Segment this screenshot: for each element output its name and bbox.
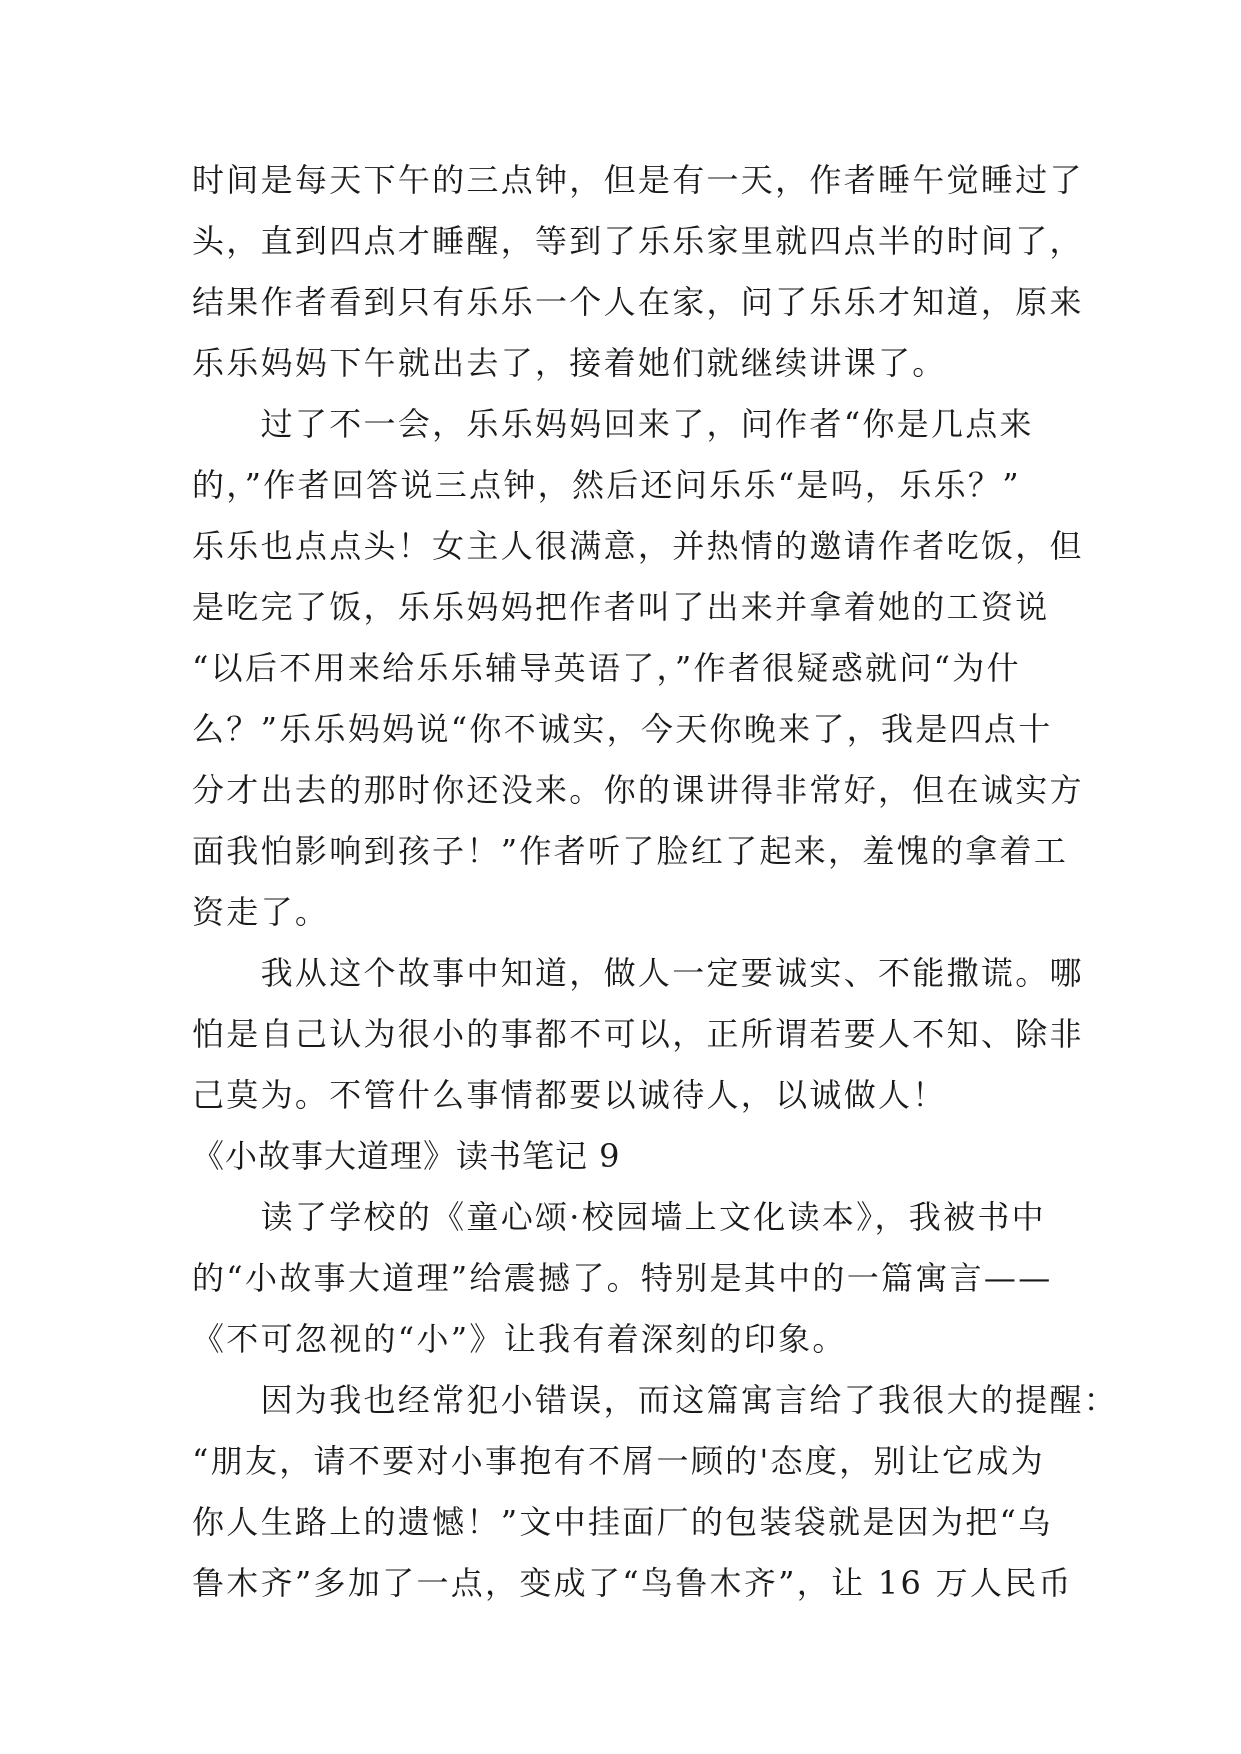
text-line: 分才出去的那时你还没来。你的课讲得非常好，但在诚实方 <box>192 771 1084 809</box>
paragraph-start-line: 因为我也经常犯小错误，而这篇寓言给了我很大的提醒： <box>192 1381 1119 1419</box>
text-line: 资走了。 <box>192 893 330 931</box>
text-line: 结果作者看到只有乐乐一个人在家，问了乐乐才知道，原来 <box>192 283 1084 321</box>
section-heading: 《小故事大道理》读书笔记 9 <box>192 1137 621 1175</box>
text-line: 的，”作者回答说三点钟，然后还问乐乐“是吗，乐乐？” <box>192 466 1021 504</box>
paragraph-start-line: 过了不一会，乐乐妈妈回来了，问作者“你是几点来 <box>192 405 1034 443</box>
text-line: 的“小故事大道理”给震撼了。特别是其中的一篇寓言—— <box>192 1259 1053 1297</box>
text-line: 时间是每天下午的三点钟，但是有一天，作者睡午觉睡过了 <box>192 161 1084 199</box>
text-line: 头，直到四点才睡醒，等到了乐乐家里就四点半的时间了， <box>192 222 1084 260</box>
text-line: 鲁木齐”多加了一点，变成了“鸟鲁木齐”，让 16 万人民币 <box>192 1564 1073 1602</box>
text-line: 么？”乐乐妈妈说“你不诚实，今天你晚来了，我是四点十 <box>192 710 1053 748</box>
text-line: 乐乐妈妈下午就出去了，接着她们就继续讲课了。 <box>192 344 947 382</box>
text-line: 《不可忽视的“小”》让我有着深刻的印象。 <box>192 1320 847 1358</box>
text-line: “朋友，请不要对小事抱有不屑一顾的'态度，别让它成为 <box>192 1442 1045 1480</box>
text-line: 面我怕影响到孩子！”作者听了脸红了起来，羞愧的拿着工 <box>192 832 1069 870</box>
text-line: 是吃完了饭，乐乐妈妈把作者叫了出来并拿着她的工资说 <box>192 588 1050 626</box>
paragraph-start-line: 读了学校的《童心颂·校园墙上文化读本》，我被书中 <box>192 1198 1046 1236</box>
paragraph-start-line: 我从这个故事中知道，做人一定要诚实、不能撒谎。哪 <box>192 954 1084 992</box>
body-text <box>192 150 1119 1614</box>
text-line: 己莫为。不管什么事情都要以诚待人，以诚做人！ <box>192 1076 947 1114</box>
text-line: 乐乐也点点头！女主人很满意，并热情的邀请作者吃饭，但 <box>192 527 1084 565</box>
text-line: “以后不用来给乐乐辅导英语了，”作者很疑惑就问“为什 <box>192 649 1021 687</box>
text-line: 你人生路上的遗憾！”文中挂面厂的包装袋就是因为把“乌 <box>192 1503 1053 1541</box>
text-line: 怕是自己认为很小的事都不可以，正所谓若要人不知、除非 <box>192 1015 1084 1053</box>
